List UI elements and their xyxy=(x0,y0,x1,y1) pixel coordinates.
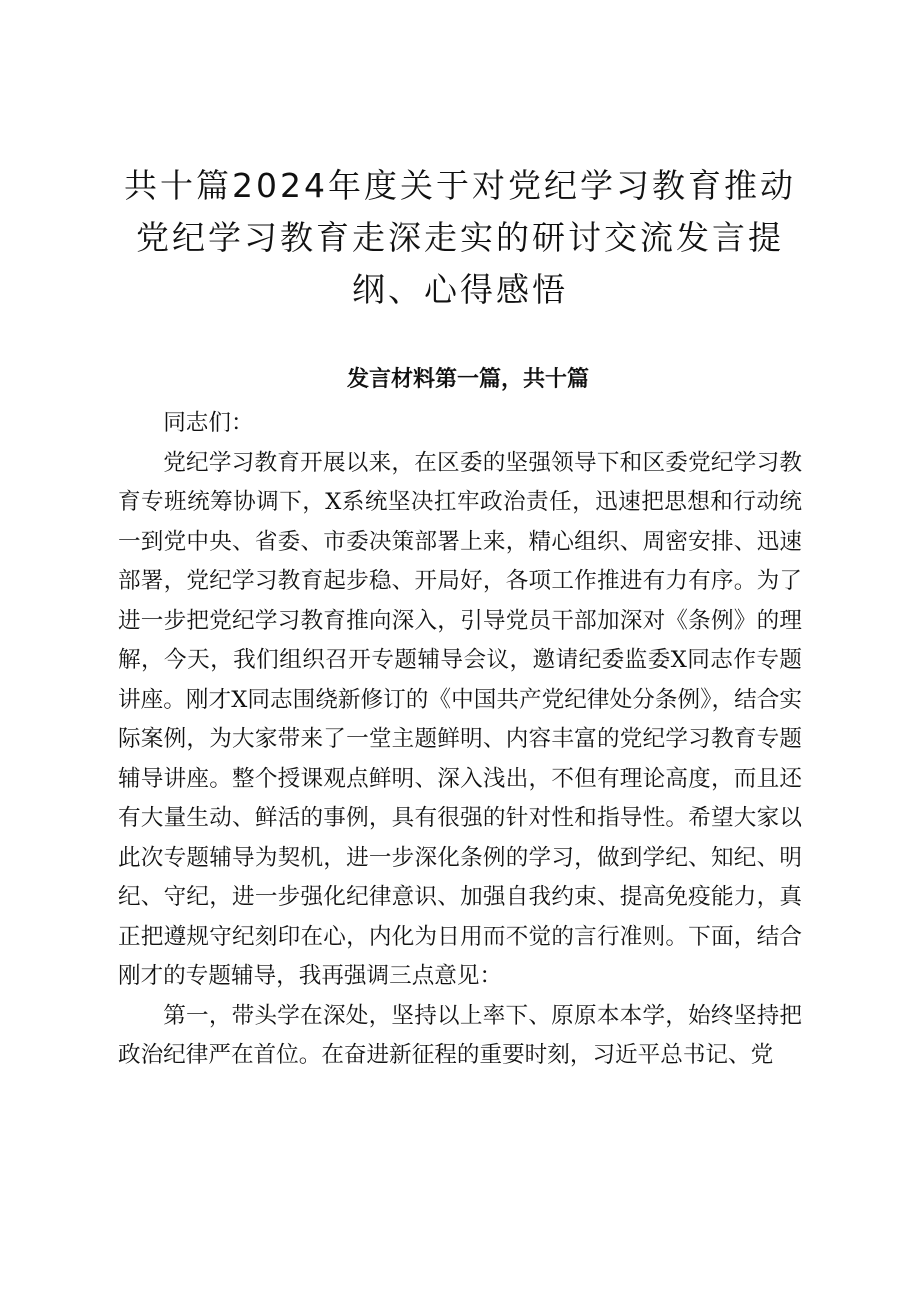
paragraph-2: 第一，带头学在深处，坚持以上率下、原原本本学，始终坚持把政治纪律严在首位。在奋进新征程的重要时刻，习近平总书记、党 xyxy=(118,1002,802,1068)
document-body xyxy=(118,404,802,1076)
section-heading: 发言材料第一篇，共十篇 xyxy=(346,367,589,392)
salutation: 同志们： xyxy=(163,410,254,436)
document-title: 共十篇2024年度关于对党纪学习教育推动党纪学习教育走深走实的研讨交流发言提纲、心得感悟 xyxy=(124,166,796,309)
paragraph-1: 党纪学习教育开展以来，在区委的坚强领导下和区委党纪学习教育专班统筹协调下，X系统坚决扛牢政治责任，迅速把思想和行动统一到党中央、省委、市委决策部署上来，精心组织、周密安排、迅速部署，党纪学习教育起步稳、开局好，各项工作推进有力有序。为了进一步把党纪学习教育推向深入，引导党员干部加深对《条例》的理解，今天，我们组织召开专题辅导会议，邀请纪委监委X同志作专题讲座。刚才X同志围绕新修订的《中国共产党纪律处分条例》，结合实际案例，为大家带来了一堂主题鲜明、内容丰富的党纪学习教育专题辅导讲座。整个授课观点鲜明、深入浅出，不但有理论高度，而且还有大量生动、鲜活的事例，具有很强的针对性和指导性。希望大家以此次专题辅导为契机，进一步深化条例的学习，做到学纪、知纪、明纪、守纪，进一步强化纪律意识、加强自我约束、提高免疫能力，真正把遵规守纪刻印在心，内化为日用而不觉的言行准则。下面，结合刚才的专题辅导，我再强调三点意见： xyxy=(118,449,802,989)
